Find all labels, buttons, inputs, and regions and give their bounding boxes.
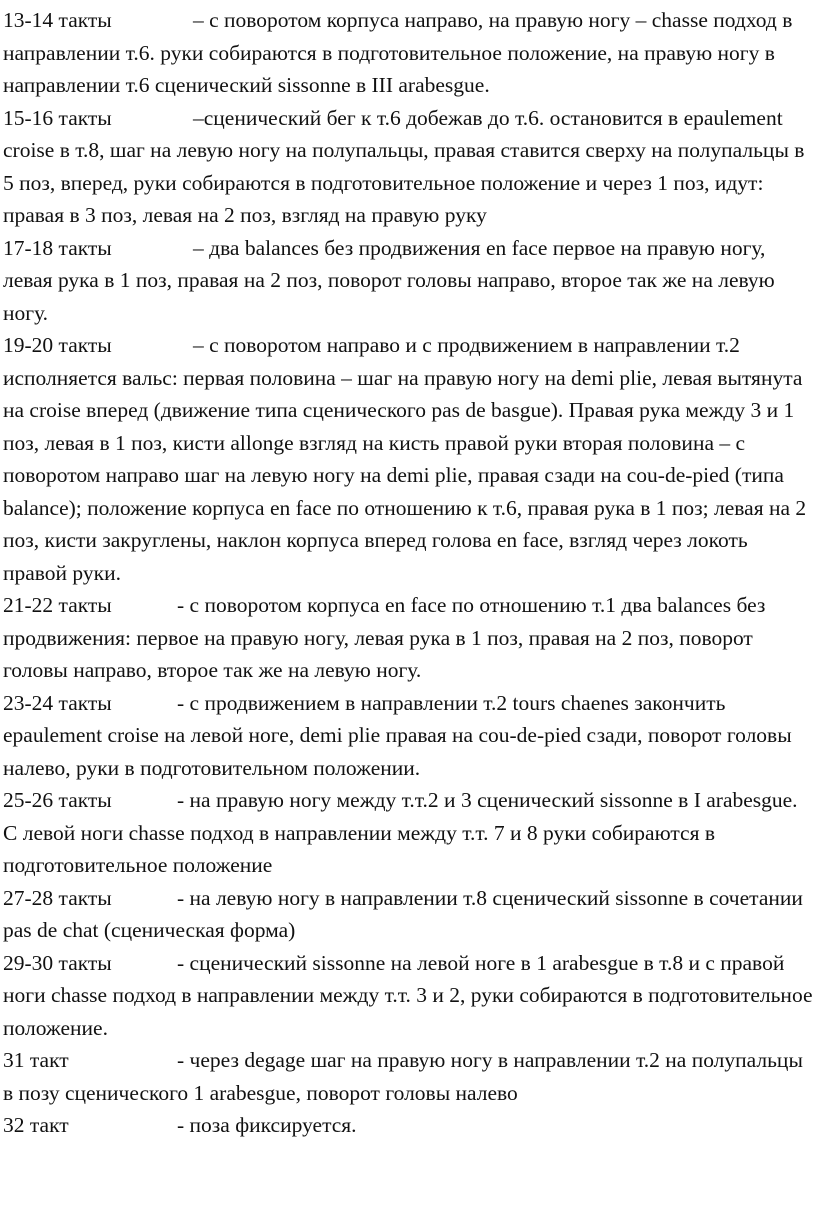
entry-bars-13-14 [3, 4, 816, 102]
entry-label: 25-26 такты [3, 788, 112, 812]
entry-text: - с продвижением в направлении т.2 tours chaenes закончить epaulement croise на левой ноге, demi plie правая на cou-de-pied сзади, поворот головы налево, руки в подготовительном положении. [3, 690, 792, 780]
entry-bars-17-18 [3, 232, 816, 330]
entry-text: – с поворотом корпуса направо, на правую ногу – chasse подход в направлении т.6. руки собираются в подготовительное положение, на правую ногу в направлении т.6 сценический sissonne в III arabesgue. [3, 8, 793, 97]
entry-bars-19-20 [3, 329, 816, 589]
entry-label: 32 такт [3, 1113, 69, 1137]
entry-text: - поза фиксируется. [177, 1113, 357, 1137]
entry-label: 19-20 такты [3, 333, 112, 357]
entry-label: 31 такт [3, 1048, 69, 1072]
entry-text: - с поворотом корпуса en face по отношению т.1 два balances без продвижения: первое на правую ногу, левая рука в 1 поз, правая на 2 поз, поворот головы направо, второе так же на левую ногу. [3, 593, 766, 682]
entry-bars-25-26 [3, 784, 816, 882]
entry-text: –сценический бег к т.6 добежав до т.6. остановится в epaulement croise в т.8, шаг на левую ногу на полупальцы, правая ставится сверху на полупальцы в 5 поз, вперед, руки собираются в подготовительное положение и через 1 поз, идут: правая в 3 поз, левая на 2 поз, взгляд на правую руку [3, 105, 805, 227]
entry-label: 23-24 такты [3, 690, 112, 715]
entry-label: 27-28 такты [3, 885, 112, 910]
entry-bars-15-16 [3, 102, 816, 232]
entry-bars-27-28 [3, 882, 816, 947]
entry-bars-23-24 [3, 687, 816, 785]
entry-label: 17-18 такты [3, 235, 112, 260]
entry-label: 15-16 такты [3, 105, 112, 130]
entry-bars-21-22 [3, 589, 816, 687]
entry-label: 21-22 такты [3, 593, 112, 617]
entry-bar-31 [3, 1044, 816, 1109]
entry-label: 13-14 такты [3, 8, 112, 32]
entry-label: 29-30 такты [3, 950, 112, 975]
entry-bar-32 [3, 1109, 816, 1142]
entry-text: - на левую ногу в направлении т.8 сценический sissonne в сочетании pas de chat (сценическая форма) [3, 885, 803, 942]
entry-text: - на правую ногу между т.т.2 и 3 сценический sissonne в I arabesgue. С левой ноги chasse подход в направлении между т.т. 7 и 8 руки собираются в подготовительное положение [3, 788, 798, 877]
entry-text: – с поворотом направо и с продвижением в направлении т.2 исполняется вальс: первая половина – шаг на правую ногу на demi plie, левая вытянута на croise вперед (движение типа сценического pas de basgue). Правая рука между 3 и 1 поз, левая в 1 поз, кисти allonge взгляд на кисть правой руки вторая половина – с поворотом направо шаг на левую ногу на demi plie, правая сзади на cou-de-pied (типа balance); положение корпуса en face по отношению к т.6, правая рука в 1 поз; левая на 2 поз, кисти закруглены, наклон корпуса вперед голова en face, взгляд через локоть правой руки. [3, 333, 807, 585]
entry-text: – два balances без продвижения en face первое на правую ногу, левая рука в 1 поз, правая на 2 поз, поворот головы направо, второе так же на левую ногу. [3, 235, 775, 325]
entry-text: - через degage шаг на правую ногу в направлении т.2 на полупальцы в позу сценического 1 arabesgue, поворот головы налево [3, 1048, 803, 1105]
entry-text: - сценический sissonne на левой ноге в 1 arabesgue в т.8 и с правой ноги chasse подход в направлении между т.т. 3 и 2, руки собираются в подготовительное положение. [3, 950, 813, 1040]
entry-bars-29-30 [3, 947, 816, 1045]
